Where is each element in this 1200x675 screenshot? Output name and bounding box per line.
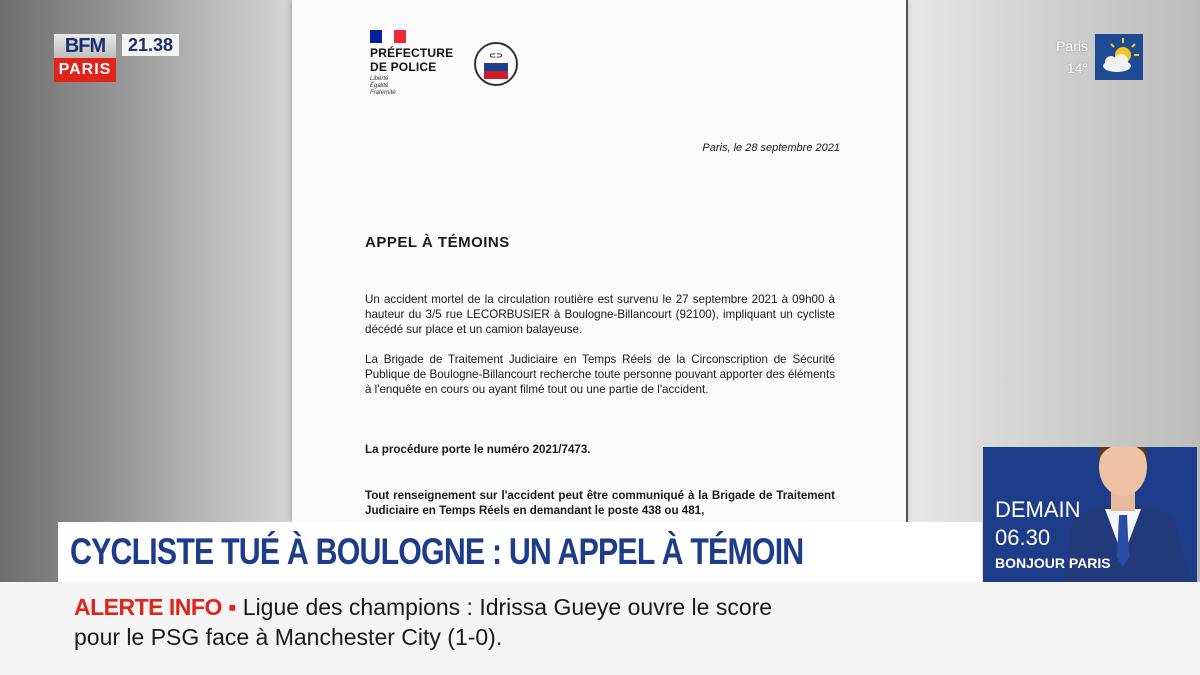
republic-motto: Liberté Égalité Fraternité [370,76,396,96]
weather-city: Paris [1056,38,1088,54]
channel-logo-top: BFM [54,34,116,58]
document-heading: APPEL À TÉMOINS [365,234,510,251]
weather-temperature: 14° [1066,60,1088,76]
document-paragraph: Un accident mortel de la circulation routière est survenu le 27 septembre 2021 à 09h00 à hauteur du 3/5 rue LECORBUSIER à Boulogne-Billancourt (92100), impliquant un cycliste décédé sur place et un camion balayeuse. [365,293,835,336]
sun-cloud-icon [1095,34,1143,80]
promo-time: 06.30 [995,525,1051,550]
promo-day: DEMAIN [995,497,1081,522]
channel-logo-bottom: PARIS [54,58,116,82]
prefecture-name: PRÉFECTURE DE POLICE [370,46,454,74]
news-ticker [0,582,1200,675]
alert-tag: ALERTE INFO [74,594,222,620]
channel-logo [54,34,116,82]
document-date: Paris, le 28 septembre 2021 [702,142,840,154]
background-left [0,0,292,590]
program-promo [983,447,1197,583]
ticker-line-1 [74,594,772,621]
document-paragraph: Tout renseignement sur l'accident peut être communiqué à la Brigade de Traitement Judiciaire en Temps Réels en demandant le poste 438 ou 481, [365,489,835,517]
document-edge [906,0,908,522]
headline-text: CYCLISTE TUÉ À BOULOGNE : UN APPEL À TÉMOIN [70,531,804,572]
press-release-document [292,0,906,522]
procedure-number: La procédure porte le numéro 2021/7473. [365,443,591,456]
police-emblem-icon: ⊂⊃ [474,42,518,86]
clock: 21.38 [122,34,179,56]
ticker-line-2: pour le PSG face à Manchester City (1-0). [74,624,503,650]
ticker-text: Ligue des champions : Idrissa Gueye ouvre le score [242,594,773,620]
french-flag-icon [370,30,406,43]
document-paragraph: La Brigade de Traitement Judiciaire en Temps Réels de la Circonscription de Sécurité Publique de Boulogne-Billancourt recherche toute personne pouvant apporter des éléments à l'enquête en cours ou ayant filmé tout ou une partie de l'accident. [365,353,835,396]
headline-banner [58,522,982,582]
promo-show-name: BONJOUR PARIS [995,555,1111,571]
alert-bullet-icon: ▪ [221,594,243,620]
